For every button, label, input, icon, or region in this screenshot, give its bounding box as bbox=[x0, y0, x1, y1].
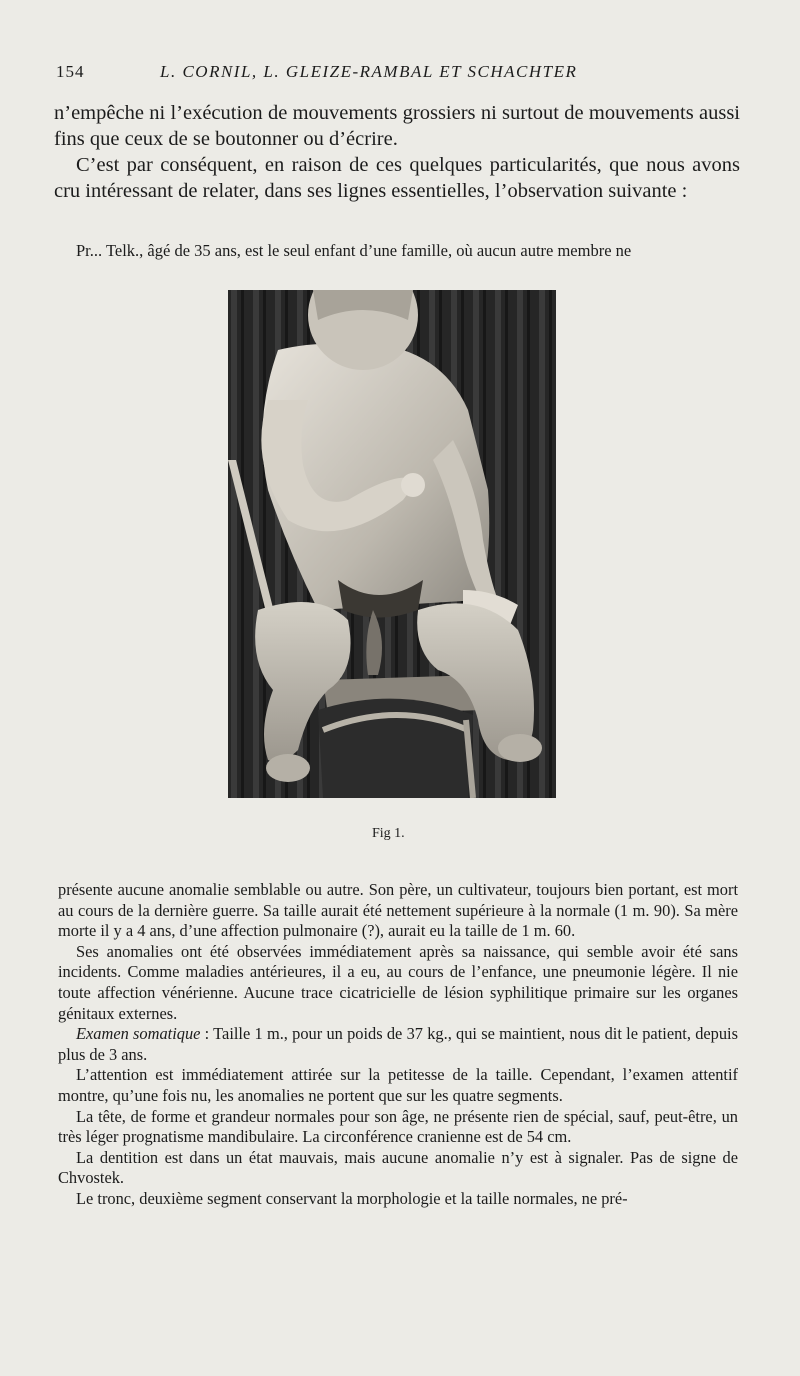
paragraph-antecedents: Ses anomalies ont été observées immédiatement après sa naissance, qui semble avoir été sans incidents. Comme maladies antérieures, il a eu, au cours de l’enfance, une pneumonie légère. Il nie toute affection vénérienne. Aucune trace cicatricielle de lésion syphilitique primaire sur les organes génitaux externes. bbox=[58, 941, 738, 1023]
figure-caption: Fig 1. bbox=[372, 826, 405, 841]
observation-start: Pr... Telk., âgé de 35 ans, est le seul enfant d’une famille, où aucun autre membre ne bbox=[76, 241, 632, 260]
somatic-exam-text: : Taille 1 m., pour un poids de 37 kg., qui se maintient, nous dit le patient, depuis plus de 3 ans. bbox=[58, 1024, 738, 1064]
paragraph-somatic-exam bbox=[58, 1024, 738, 1065]
somatic-exam-label: Examen somatique bbox=[76, 1024, 201, 1044]
intro-text bbox=[54, 100, 740, 204]
paragraph-stature: L’attention est immédiatement attirée sur la petitesse de la taille. Cependant, l’examen attentif montre, qu’une fois nu, les anomalies ne portent que sur les quatre segments. bbox=[58, 1065, 738, 1105]
running-header bbox=[56, 62, 736, 86]
patient-photograph bbox=[228, 290, 556, 798]
running-title: L. CORNIL, L. GLEIZE-RAMBAL ET SCHACHTER bbox=[160, 62, 578, 81]
page-number: 154 bbox=[56, 62, 85, 81]
paragraph-trunk: Le tronc, deuxième segment conservant la morphologie et la taille normales, ne pré- bbox=[76, 1188, 628, 1208]
intro-paragraph-2: C’est par conséquent, en raison de ces quelques particularités, que nous avons cru intéressant de relater, dans ses lignes essentielles, l’observation suivante : bbox=[54, 154, 740, 202]
observation-body bbox=[58, 880, 738, 1210]
paragraph-head: La tête, de forme et grandeur normales pour son âge, ne présente rien de spécial, sauf, peut-être, un très léger prognatisme mandibulaire. La circonférence cranienne est de 54 cm. bbox=[58, 1106, 738, 1147]
paragraph-family-history: présente aucune anomalie semblable ou autre. Son père, un cultivateur, toujours bien portant, est mort au cours de la dernière guerre. Sa taille aurait été nettement supérieure à la normale (1 m. 90). Sa mère morte il y a 4 ans, d’une affection pulmonaire (?), aurait eu la taille de 1 m. 60. bbox=[58, 880, 738, 941]
intro-paragraph-1: n’empêche ni l’exécution de mouvements grossiers ni surtout de mouvements aussi fins que ceux de se boutonner ou d’écrire. bbox=[54, 102, 740, 150]
paragraph-dentition: La dentition est dans un état mauvais, mais aucune anomalie n’y est à signaler. Pas de signe de Chvostek. bbox=[58, 1147, 738, 1188]
